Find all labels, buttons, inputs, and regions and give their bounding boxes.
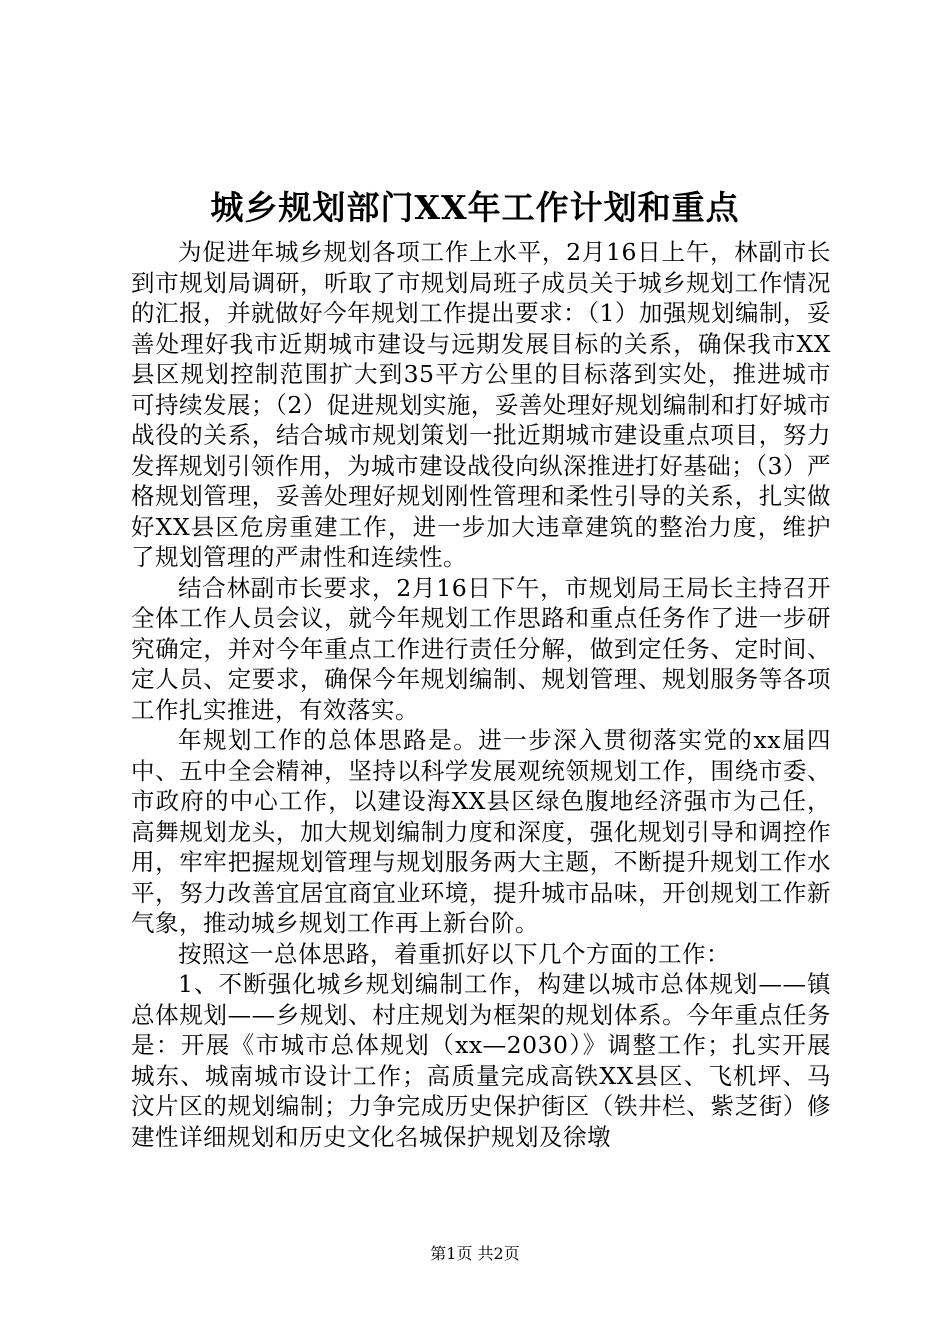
paragraph-4: 按照这一总体思路，着重抓好以下几个方面的工作：	[178, 939, 730, 968]
paragraph-3: 年规划工作的总体思路是。进一步深入贯彻落实党的xx届四中、五中全会精神，坚持以科学发展观统领规划工作，围绕市委、市政府的中心工作，以建设海XX县区绿色腹地经济强市为己任，高舞规划龙头，加大规划编制力度和深度，强化规划引导和调控作用，牢牢把握规划管理与规划服务两大主题，不断提升规划工作水平，努力改善宜居宜商宜业环境，提升城市品味，开创规划工作新气象，推动城乡规划工作再上新台阶。	[131, 726, 831, 937]
document-title: 城乡规划部门XX年工作计划和重点	[210, 188, 740, 227]
paragraph-5: 1、不断强化城乡规划编制工作，构建以城市总体规划——镇总体规划——乡规划、村庄规划为框架的规划体系。今年重点任务是：开展《市城市总体规划（xx—2030）》调整工作；扎实开展城东、城南城市设计工作；高质量完成高铁XX县区、飞机坪、马汶片区的规划编制；力争完成历史保护街区（铁井栏、紫芝街）修建性详细规划和历史文化名城保护规划及徐墩	[131, 970, 831, 1151]
page-footer: 第1页 共2页	[430, 1244, 520, 1263]
paragraph-1: 为促进年城乡规划各项工作上水平，2月16日上午，林副市长到市规划局调研，听取了市规划局班子成员关于城乡规划工作情况的汇报，并就做好今年规划工作提出要求：（1）加强规划编制，妥善处理好我市近期城市建设与远期发展目标的关系，确保我市XX县区规划控制范围扩大到35平方公里的目标落到实处，推进城市可持续发展；（2）促进规划实施，妥善处理好规划编制和打好城市战役的关系，结合城市规划策划一批近期城市建设重点项目，努力发挥规划引领作用，为城市建设战役向纵深推进打好基础；（3）严格规划管理，妥善处理好规划刚性管理和柔性引导的关系，扎实做好XX县区危房重建工作，进一步加大违章建筑的整治力度，维护了规划管理的严肃性和连续性。	[131, 238, 831, 571]
document-body	[131, 237, 831, 1152]
paragraph-2: 结合林副市长要求，2月16日下午，市规划局王局长主持召开全体工作人员会议，就今年规划工作思路和重点任务作了进一步研究确定，并对今年重点工作进行责任分解，做到定任务、定时间、定人员、定要求，确保今年规划编制、规划管理、规划服务等各项工作扎实推进，有效落实。	[131, 573, 831, 724]
